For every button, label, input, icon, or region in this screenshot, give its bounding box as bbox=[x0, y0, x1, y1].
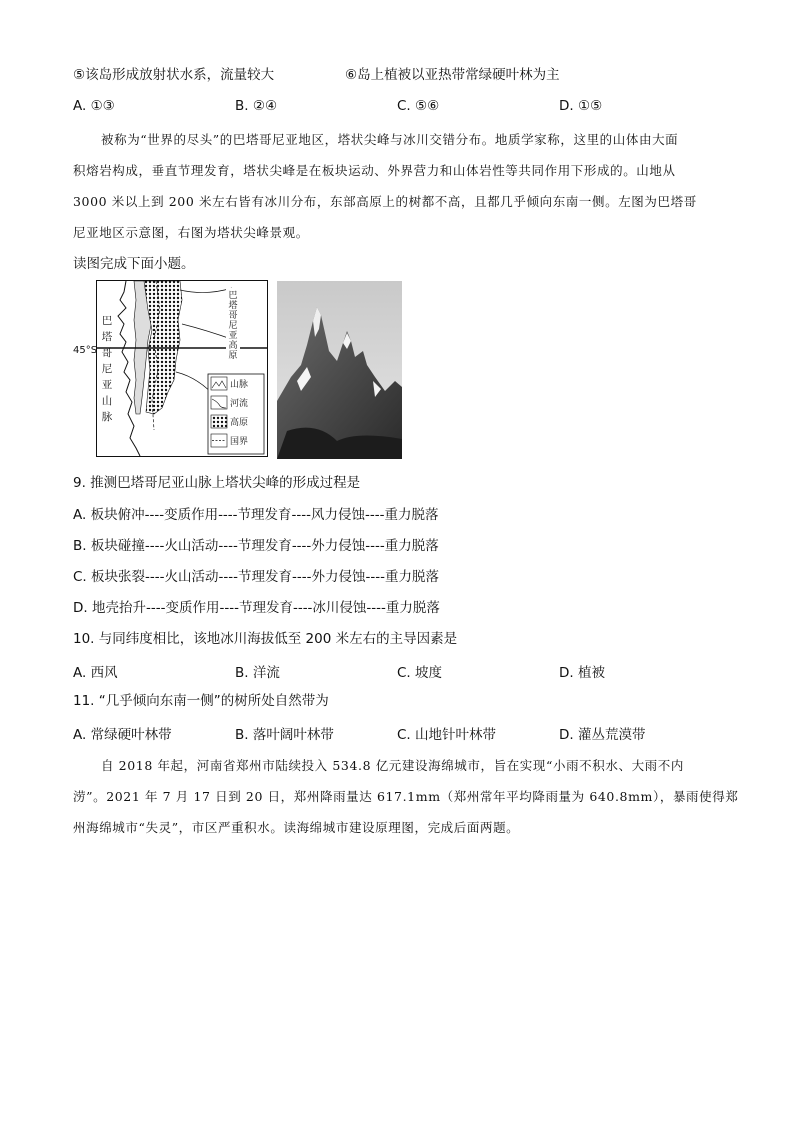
question-10-stem: 10. 与同纬度相比，该地冰川海拔低至 200 米左右的主导因素是 bbox=[73, 631, 458, 647]
question-9-option-d: D. 地壳抬升----变质作用----节理发育----冰川侵蚀----重力脱落 bbox=[73, 600, 440, 616]
question-11-stem: 11. “几乎倾向东南一侧”的树所处自然带为 bbox=[73, 693, 329, 709]
tower-peak-photo bbox=[277, 281, 402, 459]
choice-b: B. ②④ bbox=[235, 98, 278, 114]
question-9-option-c: C. 板块张裂----火山活动----节理发育----外力侵蚀----重力脱落 bbox=[73, 569, 439, 585]
question-9-stem: 9. 推测巴塔哥尼亚山脉上塔状尖峰的形成过程是 bbox=[73, 475, 361, 491]
question-11-option-a: A. 常绿硬叶林带 bbox=[73, 727, 172, 743]
mountain-icon bbox=[211, 377, 227, 390]
legend-river-label: 河流 bbox=[230, 399, 249, 409]
question-10-option-d: D. 植被 bbox=[559, 665, 605, 681]
passage1-line-1: 被称为“世界的尽头”的巴塔哥尼亚地区，塔状尖峰与冰川交错分布。地质学家称，这里的山体由大面 bbox=[101, 132, 679, 147]
question-11-option-d: D. 灌丛荒漠带 bbox=[559, 727, 646, 743]
choice-c: C. ⑤⑥ bbox=[397, 98, 440, 114]
passage2-line-3: 州海绵城市“失灵”，市区严重积水。读海绵城市建设原理图，完成后面两题。 bbox=[73, 820, 520, 835]
legend-mountain-label: 山脉 bbox=[230, 380, 249, 390]
choice-d: D. ①⑤ bbox=[559, 98, 603, 114]
question-10-option-a: A. 西风 bbox=[73, 665, 118, 681]
passage2-line-2: 涝”。2021 年 7 月 17 日到 20 日，郑州降雨量达 617.1mm（郑州常年平均降雨量为 640.8mm），暴雨使得郑 bbox=[73, 789, 739, 804]
instruction: 读图完成下面小题。 bbox=[73, 256, 195, 272]
legend-border-label: 国界 bbox=[230, 437, 249, 447]
question-10-option-b: B. 洋流 bbox=[235, 665, 280, 681]
question-11-option-b: B. 落叶阔叶林带 bbox=[235, 727, 334, 743]
patagonia-map bbox=[96, 280, 268, 457]
legend-plateau-label: 高原 bbox=[230, 418, 249, 428]
passage2-line-1: 自 2018 年起，河南省郑州市陆续投入 534.8 亿元建设海绵城市，旨在实现“小雨不积水、大雨不内 bbox=[101, 758, 684, 773]
passage1-line-2: 积熔岩构成，垂直节理发育，塔状尖峰是在板块运动、外界营力和山体岩性等共同作用下形成的。山地从 bbox=[73, 163, 676, 178]
border-icon bbox=[211, 434, 227, 447]
option-item-6: ⑥岛上植被以亚热带常绿硬叶林为主 bbox=[345, 67, 560, 83]
plateau-label: 巴塔哥尼亚高原 bbox=[228, 291, 238, 361]
river-icon bbox=[211, 396, 227, 409]
passage1-line-4: 尼亚地区示意图，右图为塔状尖峰景观。 bbox=[73, 225, 309, 240]
question-11-option-c: C. 山地针叶林带 bbox=[397, 727, 497, 743]
plateau-icon bbox=[211, 415, 227, 428]
choice-a: A. ①③ bbox=[73, 98, 115, 114]
mountain-range-label: 巴 塔 哥 尼 亚 山 脉 bbox=[101, 315, 113, 423]
option-item-5: ⑤该岛形成放射状水系，流量较大 bbox=[73, 67, 275, 83]
question-10-option-c: C. 坡度 bbox=[397, 665, 443, 681]
latitude-label: 45°S bbox=[73, 345, 98, 356]
passage1-line-3: 3000 米以上到 200 米左右皆有冰川分布，东部高原上的树都不高，且都几乎倾向东南一侧。左图为巴塔哥 bbox=[73, 194, 697, 209]
question-9-option-b: B. 板块碰撞----火山活动----节理发育----外力侵蚀----重力脱落 bbox=[73, 538, 439, 554]
question-9-option-a: A. 板块俯冲----变质作用----节理发育----风力侵蚀----重力脱落 bbox=[73, 507, 439, 523]
